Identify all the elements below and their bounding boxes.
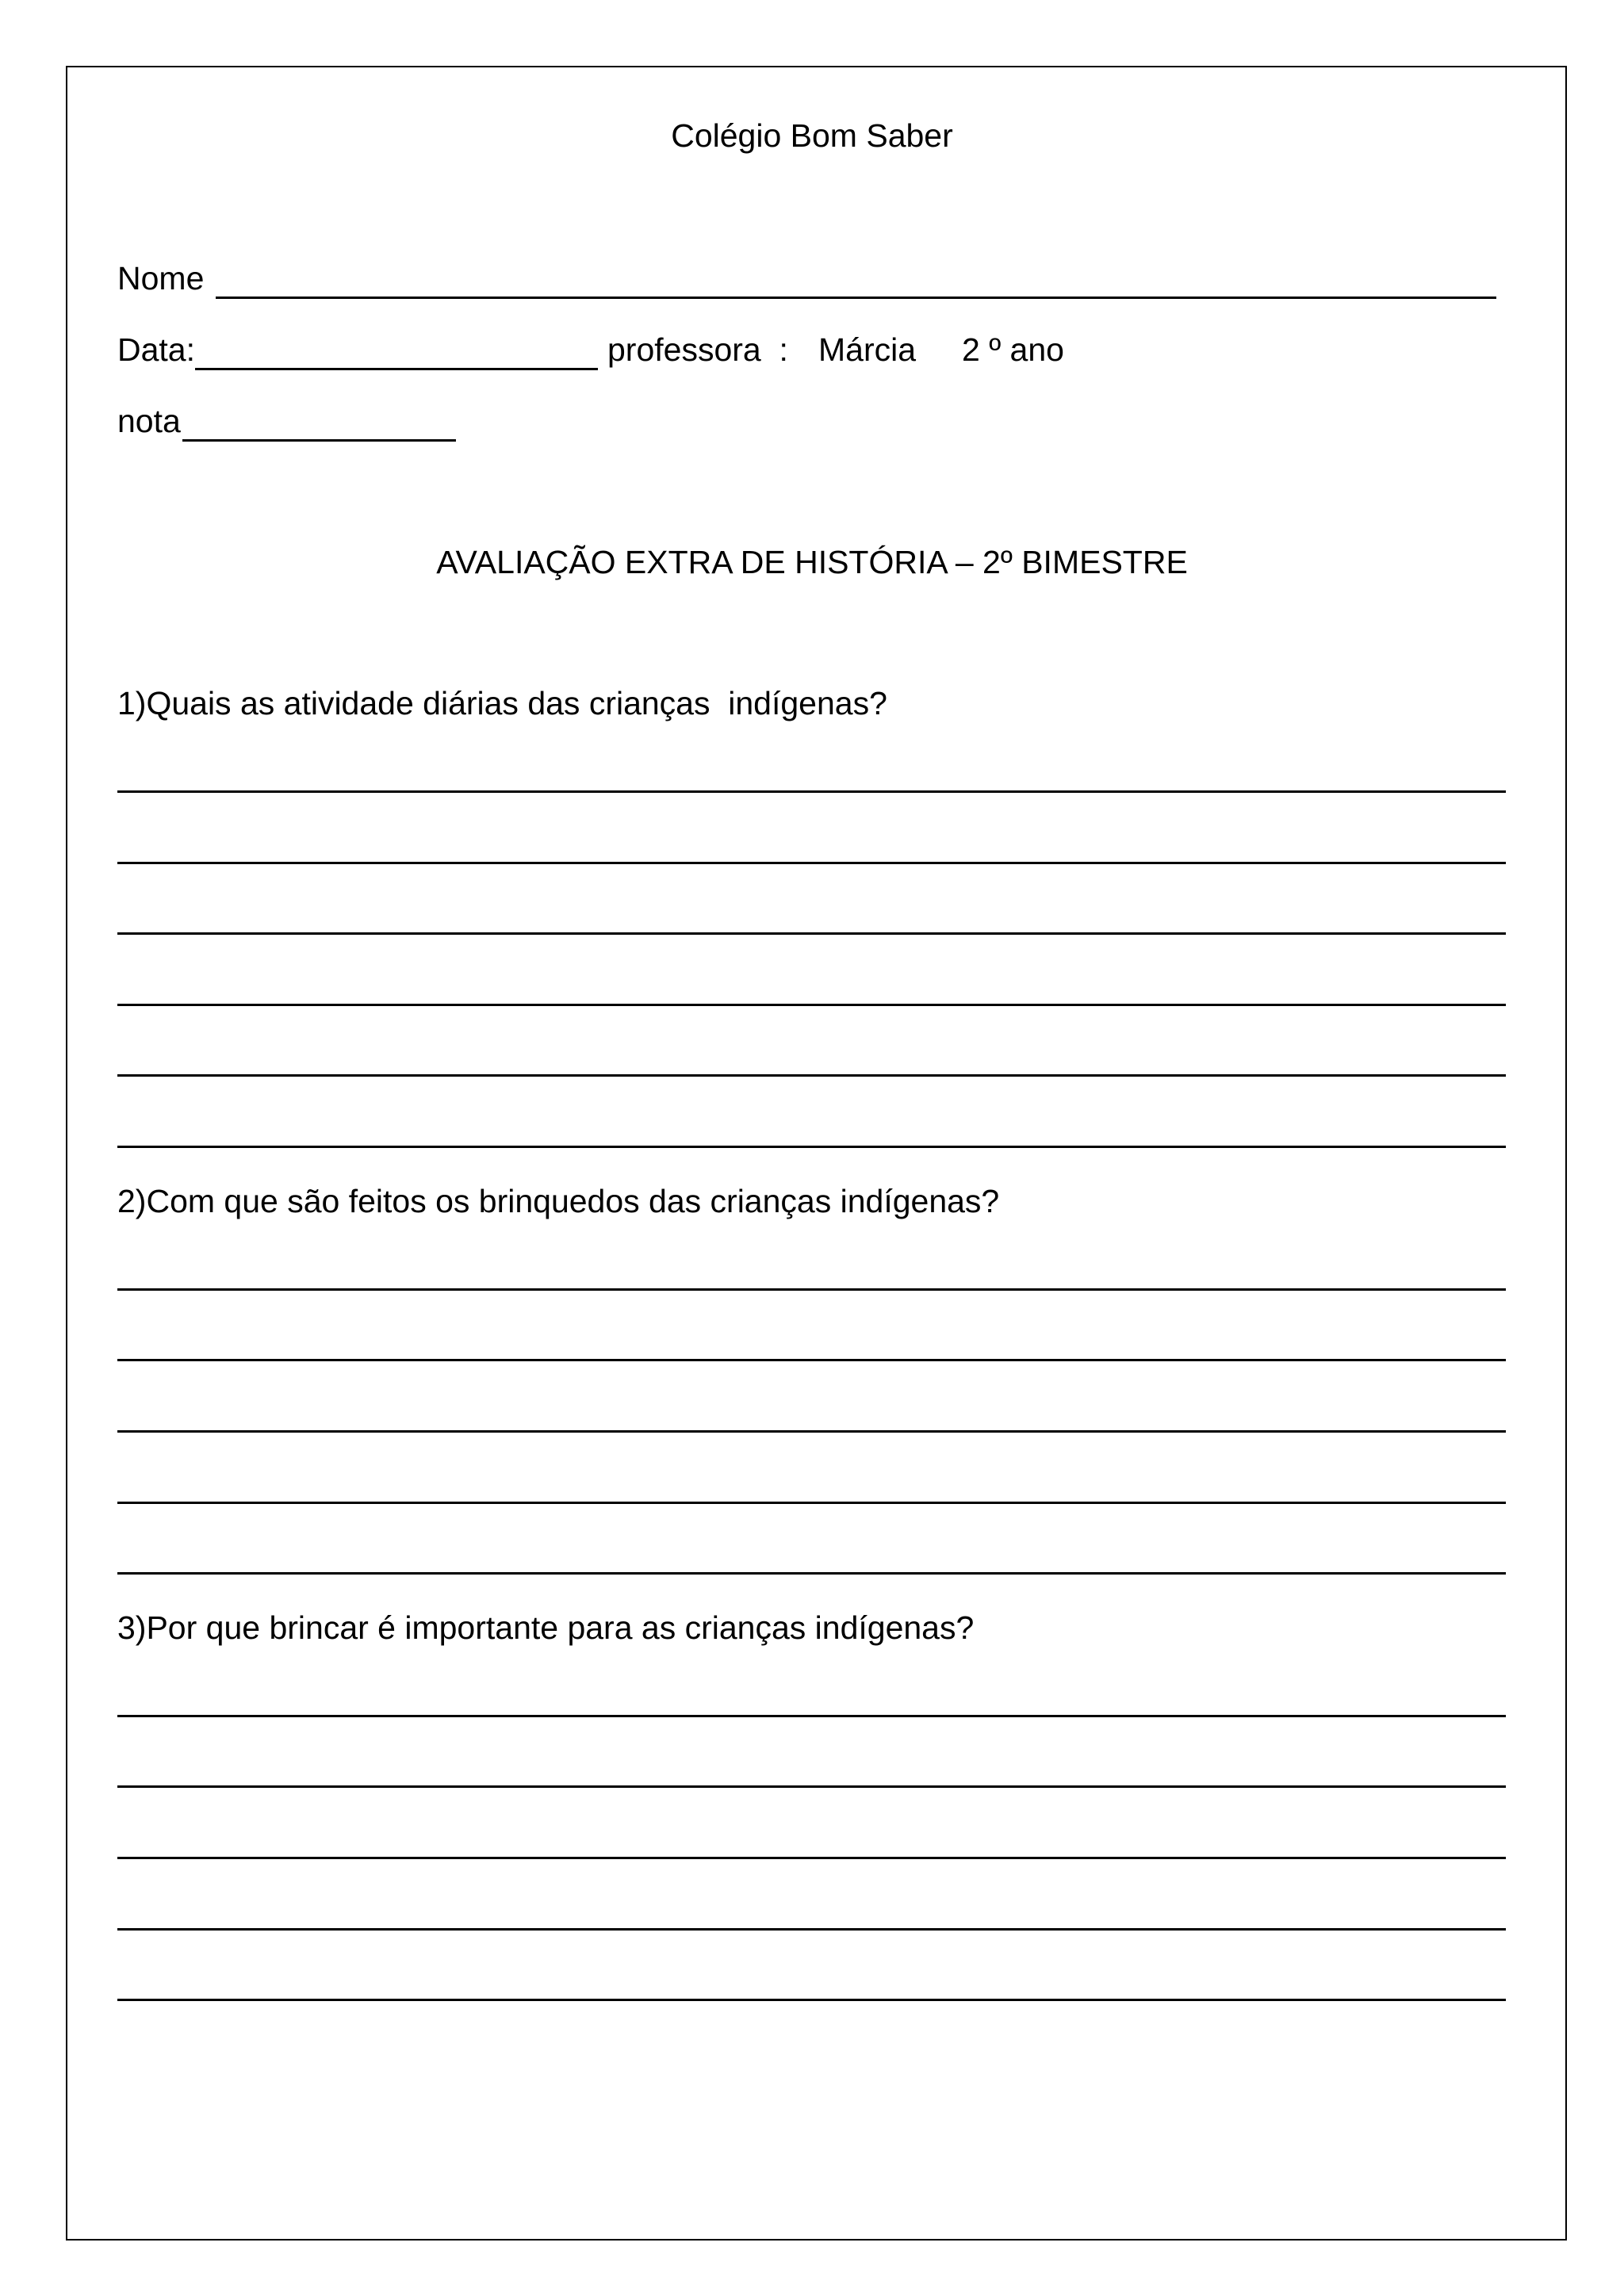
name-field[interactable] <box>216 297 1496 299</box>
question-2: 2)Com que são feitos os brinquedos das crianças indígenas? <box>117 1183 1000 1219</box>
page-border <box>66 66 1567 2241</box>
answer-line[interactable] <box>117 1999 1506 2001</box>
answer-line[interactable] <box>117 1004 1506 1006</box>
name-label: Nome <box>117 260 205 297</box>
question-1: 1)Quais as atividade diárias das crianças indígenas? <box>117 685 887 721</box>
grade-year: 2 º ano <box>962 331 1064 368</box>
date-field[interactable] <box>195 368 598 370</box>
answer-line[interactable] <box>117 1502 1506 1504</box>
answer-line[interactable] <box>117 1928 1506 1931</box>
answer-line[interactable] <box>117 790 1506 793</box>
answer-line[interactable] <box>117 1146 1506 1148</box>
answer-line[interactable] <box>117 1359 1506 1361</box>
answer-line[interactable] <box>117 1288 1506 1291</box>
school-name: Colégio Bom Saber <box>671 117 953 154</box>
date-label: Data: <box>117 331 195 368</box>
answer-line[interactable] <box>117 862 1506 864</box>
answer-line[interactable] <box>117 1715 1506 1717</box>
teacher-name: Márcia <box>818 331 917 368</box>
score-label: nota <box>117 403 181 439</box>
teacher-label: professora : <box>607 331 788 368</box>
answer-line[interactable] <box>117 1785 1506 1788</box>
answer-line[interactable] <box>117 1074 1506 1077</box>
assessment-title: AVALIAÇÃO EXTRA DE HISTÓRIA – 2º BIMESTRE <box>436 544 1188 580</box>
answer-line[interactable] <box>117 1430 1506 1433</box>
question-3: 3)Por que brincar é importante para as crianças indígenas? <box>117 1609 975 1646</box>
score-field[interactable] <box>182 439 456 442</box>
answer-line[interactable] <box>117 1857 1506 1859</box>
answer-line[interactable] <box>117 932 1506 935</box>
answer-line[interactable] <box>117 1572 1506 1575</box>
